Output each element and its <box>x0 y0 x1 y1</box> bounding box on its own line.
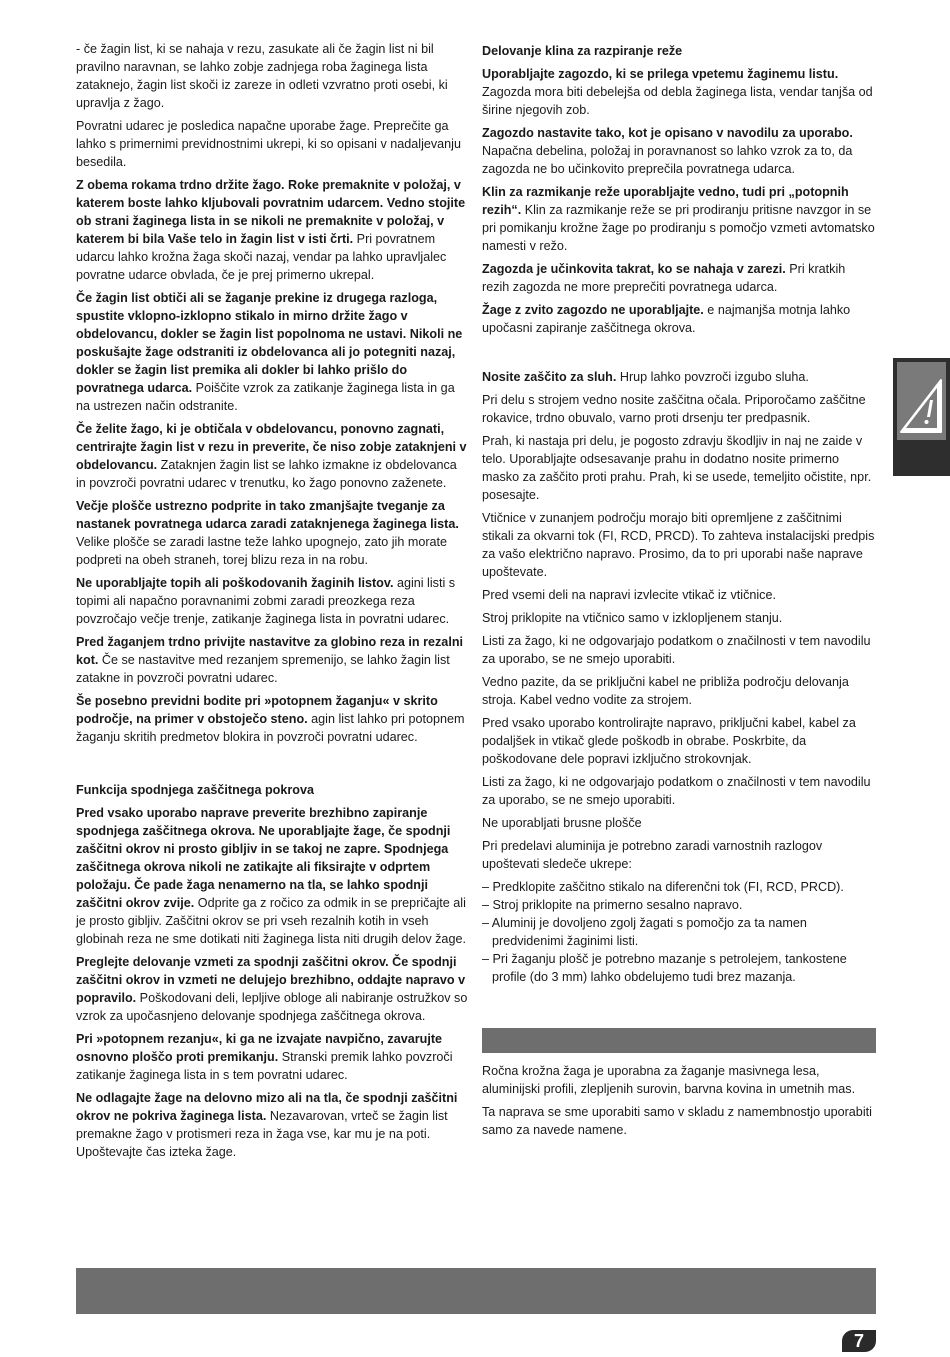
warning-triangle-icon <box>897 362 946 440</box>
bold-text: Nosite zaščito za sluh. <box>482 370 617 384</box>
section-bar <box>482 1028 876 1053</box>
paragraph <box>482 260 876 296</box>
bold-text: Pri »potopnem rezanju«, ki ga ne izvajate navpično, zavarujte osnovno ploščo proti premikanju. <box>76 1032 443 1064</box>
body-text: Napačna debelina, položaj in poravnanost so lahko vzrok za to, da zagozda ne bo učinkovito preprečila povratnega udarca. <box>482 144 853 176</box>
paragraph <box>76 633 470 687</box>
paragraph: Ne uporabljati brusne plošče <box>482 816 642 830</box>
body-text: Klin za razmikanje reže se pri prodiranju pritisne navzgor in se pri pomikanju krožne žage po prodiranju s pomočjo vzmeti avtomatsko namesti v režo. <box>482 203 875 253</box>
bold-text: Pred žaganjem trdno privijte nastavitve za globino reza in rezalni kot. <box>76 635 464 667</box>
spacer <box>482 342 876 368</box>
side-tab <box>893 358 950 476</box>
body-text: Nezavarovan, vrteč se žagin list premakne žago v protismeri reza in žaga vse, kar mu je na poti. Upoštevajte čas izteka žage. <box>76 1109 448 1159</box>
paragraph: Prah, ki nastaja pri delu, je pogosto zdravju škodljiv in naj ne zaide v telo. Uporabljajte odsesavanje prahu in dodatno nosite primerno masko za zaščito proti prahu. Prah, ki se usede, temeljito očistite, npr. posesajte. <box>482 434 872 502</box>
paragraph <box>482 301 876 337</box>
right-column <box>482 40 876 986</box>
paragraph: Stroj priklopite na vtičnico samo v izklopljenem stanju. <box>482 611 783 625</box>
paragraph <box>76 497 470 569</box>
footer-bar <box>76 1268 876 1314</box>
side-tab-panel <box>897 362 946 440</box>
body-text: Zagozda mora biti debelejša od debla žaginega lista, vendar tanjša od širine njegovih zob. <box>482 85 873 117</box>
body-text: Pri kratkih rezih zagozda ne more preprečiti povratnega udarca. <box>482 262 846 294</box>
list-item: – Predklopite zaščitno stikalo na diferenčni tok (FI, RCD, PRCD). <box>482 880 844 894</box>
paragraph <box>76 420 470 492</box>
paragraph: Ta naprava se sme uporabiti samo v skladu z namembnostjo uporabiti samo za navede namene. <box>482 1105 872 1137</box>
paragraph: Pri predelavi aluminija je potrebno zaradi varnostnih razlogov upoštevati sledeče ukrepe: <box>482 839 823 871</box>
paragraph: Pred vsako uporabo kontrolirajte napravo, priključni kabel, kabel za podaljšek in vtikač glede poškodb in obrabe. Poskrbite, da poškodovane dele popravi izključno strokovnjak. <box>482 716 856 766</box>
bold-text: Če žagin list obtiči ali se žaganje prekine iz drugega razloga, spustite vklopno-izklopno stikalo in mirno držite žago v obdelovancu, dokler se žagin list popolnoma ne ustavi. Nikoli ne poskušajte žage odstraniti iz obdelovanca ali jo potegniti nazaj, dokler se žagin list premika ali dokler bi lahko prišlo do povratnega udarca. <box>76 291 463 395</box>
body-text: e najmanjša motnja lahko upočasni zapiranje zaščitnega okrova. <box>482 303 851 335</box>
body-text: agin list lahko pri potopnem žaganju skritih predmetov blokira in povzroči povratni udarec. <box>76 712 465 744</box>
paragraph <box>482 368 876 386</box>
bold-text: Če želite žago, ki je obtičala v obdelovancu, ponovno zagnati, centrirajte žagin list v rezu in preverite, če niso zobje zataknjeni v obdelovancu. <box>76 422 467 472</box>
bold-text: Zagozda je učinkovita takrat, ko se nahaja v zarezi. <box>482 262 786 276</box>
paragraph: Listi za žago, ki ne odgovarjajo podatkom o značilnosti v tem navodilu za uporabo, se ne smejo uporabiti. <box>482 634 871 666</box>
section-heading: Funkcija spodnjega zaščitnega pokrova <box>76 783 314 797</box>
paragraph <box>76 953 470 1025</box>
paragraph <box>76 1089 470 1161</box>
list-item: – Pri žaganju plošč je potrebno mazanje s petrolejem, tankostene profile (do 3 mm) lahko obdelujemo tudi brez mazanja. <box>482 952 847 984</box>
body-text: Zataknjen žagin list se lahko izmakne iz obdelovanca in povzroči povratni udarec v trenutku, ko žago ponovno zaženete. <box>76 458 457 490</box>
bold-text: Pred vsako uporabo naprave preverite brezhibno zapiranje spodnjega zaščitnega okrova. Ne uporabljajte žage, če spodnji zaščitni okrov ni prosto gibljiv in se takoj ne zapre. Spodnjega zaščitnega okrova nikoli ne zatikajte ali fiksirajte v odprtem položaju. Če pade žaga nenamerno na tla, se lahko spodnji zaščitni okrov zvije. <box>76 806 451 910</box>
bold-text: Z obema rokama trdno držite žago. Roke premaknite v položaj, v katerem boste lahko kljubovali povratnim udarcem. Vedno stojite ob strani žaginega lista in se nikoli ne premaknite v položaj, v katerem bi bila Vaše telo in žagin list v isti črti. <box>76 178 466 246</box>
bold-text: Ne uporabljajte topih ali poškodovanih žaginih listov. <box>76 576 394 590</box>
bold-text: Žage z zvito zagozdo ne uporabljajte. <box>482 303 704 317</box>
paragraph <box>482 124 876 178</box>
paragraph <box>76 574 470 628</box>
paragraph <box>482 65 876 119</box>
body-text: Poškodovani deli, lepljive obloge ali nabiranje ostružkov so vzrok za upočasnjeno delovanje spodnjega zaščitnega okrova. <box>76 991 468 1023</box>
usage-section <box>482 1062 876 1144</box>
paragraph <box>76 804 470 948</box>
paragraph: Listi za žago, ki ne odgovarjajo podatkom o značilnosti v tem navodilu za uporabo, se ne smejo uporabiti. <box>482 775 871 807</box>
bold-text: Večje plošče ustrezno podprite in tako zmanjšajte tveganje za nastanek povratnega udarca zaradi zataknjenega žaginega lista. <box>76 499 459 531</box>
body-text: Odprite ga z ročico za odmik in se prepričajte ali je prosto gibljiv. Zaščitni okrov se pri vseh rezalnih kotih in vseh globinah reza ne sme dotikati niti žaginega lista niti drugih delov žage. <box>76 896 466 946</box>
paragraph <box>76 176 470 284</box>
list-item: – Stroj priklopite na primerno sesalno napravo. <box>482 898 743 912</box>
bold-text: Klin za razmikanje reže uporabljajte vedno, tudi pri „potopnih rezih“. <box>482 185 849 217</box>
body-text: Hrup lahko povzroči izgubo sluha. <box>616 370 809 384</box>
section-heading: Delovanje klina za razpiranje reže <box>482 44 683 58</box>
paragraph <box>76 289 470 415</box>
bold-text: Uporabljajte zagozdo, ki se prilega vpetemu žaginemu listu. <box>482 67 839 81</box>
body-text: Stranski premik lahko povzroči zatikanje žaginega lista in s tem povratni udarec. <box>76 1050 453 1082</box>
paragraph: - če žagin list, ki se nahaja v rezu, zasukate ali če žagin list ni bil pravilno naravnan, se lahko zobje zadnjega roba žaginega lista zataknejo, žagin list skoči iz zareze in odleti vzvratno proti osebi, ki upravlja z žago. <box>76 42 448 110</box>
page-number: 7 <box>842 1330 876 1352</box>
bold-text: Preglejte delovanje vzmeti za spodnji zaščitni okrov. Če spodnji zaščitni okrov in vzmeti ne delujejo brezhibno, oddajte napravo v popravilo. <box>76 955 466 1005</box>
paragraph <box>76 692 470 746</box>
body-text: Če se nastavitve med rezanjem spremenijo, se lahko žagin list zatakne in povzroči povratni udarec. <box>76 653 450 685</box>
paragraph <box>76 1030 470 1084</box>
paragraph: Vtičnice v zunanjem področju morajo biti opremljene z zaščitnimi stikali za okvarni tok (FI, RCD, PRCD). To zahteva instalacijski predpis za vašo električno napravo. Prosimo, da to pri uporabi naše naprave upoštevate. <box>482 511 875 579</box>
list-item: – Aluminij je dovoljeno zgolj žagati s pomočjo za ta namen predvidenimi žaginimi listi. <box>482 916 807 948</box>
paragraph: Pri delu s strojem vedno nosite zaščitna očala. Priporočamo zaščitne rokavice, trdno obuvalo, varno proti drsenju ter predpasnik. <box>482 393 866 425</box>
paragraph: Pred vsemi deli na napravi izvlecite vtikač iz vtičnice. <box>482 588 776 602</box>
body-text: Velike plošče se zaradi lastne teže lahko upognejo, zato jih morate podpreti na obeh straneh, torej blizu reza in na robu. <box>76 535 448 567</box>
bold-text: Ne odlagajte žage na delovno mizo ali na tla, če spodnji zaščitni okrov ne pokriva žaginega lista. <box>76 1091 458 1123</box>
body-text: Pri povratnem udarcu lahko krožna žaga skoči nazaj, vendar pa lahko upravljalec povratne udarce obvlada, če je prej primerno ukrepal. <box>76 232 447 282</box>
paragraph: Povratni udarec je posledica napačne uporabe žage. Preprečite ga lahko s primernimi previdnostnimi ukrepi, ki so opisani v nadaljevanju besedila. <box>76 119 461 169</box>
body-text: agini listi s topimi ali napačno poravnanimi zobmi zaradi preozkega reza povzročajo večje trenje, zatikanje žaginega lista in povratni udarec. <box>76 576 456 626</box>
left-column <box>76 40 470 1166</box>
spacer <box>76 751 470 779</box>
body-text: Poiščite vzrok za zatikanje žaginega lista in ga na ustrezen način odstranite. <box>76 381 455 413</box>
bold-text: Zagozdo nastavite tako, kot je opisano v navodilu za uporabo. <box>482 126 853 140</box>
paragraph: Ročna krožna žaga je uporabna za žaganje masivnega lesa, aluminijski profili, zlepljenih surovin, barvna kovina in umetnih mas. <box>482 1064 856 1096</box>
paragraph <box>482 183 876 255</box>
bold-text: Še posebno previdni bodite pri »potopnem žaganju« v skrito področje, na primer v obstoječo steno. <box>76 694 438 726</box>
paragraph: Vedno pazite, da se priključni kabel ne približa področju delovanja stroja. Kabel vedno vodite za strojem. <box>482 675 849 707</box>
